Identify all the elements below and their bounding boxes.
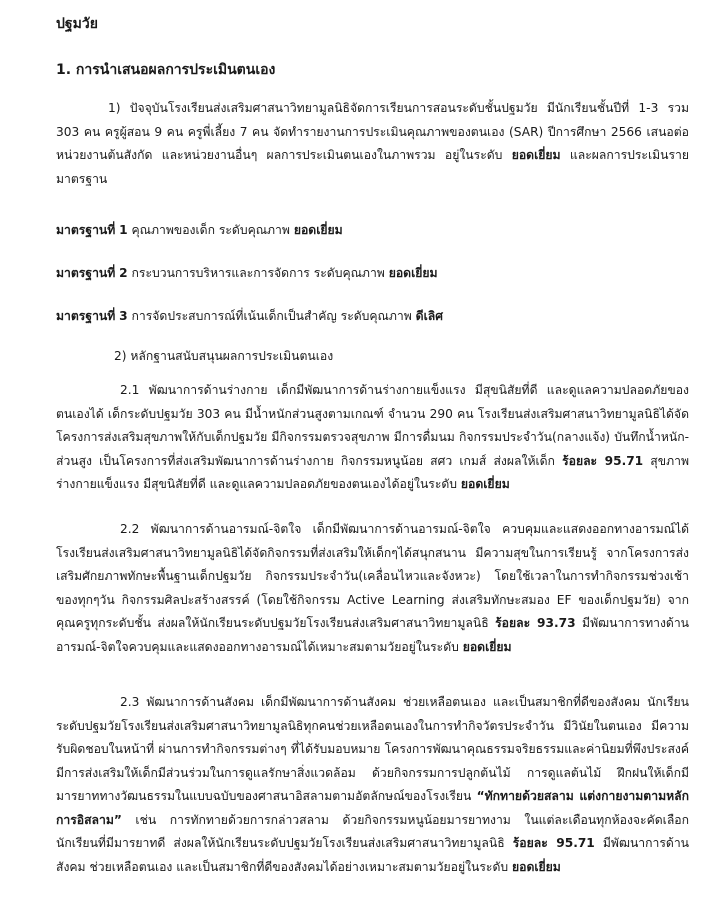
intro-text: 1) ปัจจุบันโรงเรียนส่งเสริมศาสนาวิทยามูลนิธิจัดการเรียนการสอนระดับชั้นปฐมวัย มีนักเรียนชั้นปีที่ 1-3 รวม 303 คน ครูผู้สอน 9 คน ครูพี่เลี้ยง 7 คน จัดทำรายงานการประเมินคุณภาพของตนเอง (SAR) ปีการศึกษา 2566 เสนอต่อหน่วยงานต้นสังกัด และหน่วยงานอื่นๆ ผลการประเมินตนเองในภาพรวม อยู่ในระดับ [56,101,689,162]
standard-rating: ยอดเยี่ยม [388,266,438,280]
paragraph-social [56,691,689,879]
paragraph-rating: ยอดเยี่ยม [511,859,561,874]
standard-3 [56,306,443,326]
percent-value: ร้อยละ 93.73 [495,616,576,630]
paragraph-text-after: สุขภาพร่างกายแข็งแรง มีสุขนิสัยที่ดี และดูแลความปลอดภัยของตนเองได้อยู่ในระดับ [56,453,689,491]
page-heading: ปฐมวัย [56,16,98,32]
paragraph-text: 2.1 พัฒนาการด้านร่างกาย เด็กมีพัฒนาการด้านร่างกายแข็งแรง มีสุขนิสัยที่ดี และดูแลความปลอดภัยของตนเองได้ เด็กระดับปฐมวัย 303 คน มีน้ำหนักส่วนสูงตามเกณฑ์ จำนวน 290 คน โรงเรียนส่งเสริมศาสนาวิทยามูลนิธิได้จัดโครงการส่งเสริมสุขภาพให้กับเด็กปฐมวัย มีกิจกรรมตรวจสุขภาพ มีการดื่มนม กิจกรรมประจำวัน(กลางแจ้ง) บันทึกน้ำหนัก-ส่วนสูง เป็นโครงการที่ส่งเสริมพัฒนาการด้านร่างกาย กิจกรรมหนูน้อย สศว เกมส์ ส่งผลให้เด็ก [56,383,689,468]
standard-1 [56,220,343,240]
standard-label: มาตรฐานที่ [56,309,116,323]
overall-rating: ยอดเยี่ยม [511,148,561,162]
paragraph-text-after: มีพัฒนาการทางด้านอารมณ์-จิตใจควบคุมและแสดงออกทางอารมณ์ได้เหมาะสมตามวัยอยู่ในระดับ [56,616,689,654]
paragraph-physical [56,379,689,497]
standard-rating: ยอดเยี่ยม [293,223,343,237]
standard-text: คุณภาพของเด็ก ระดับคุณภาพ [127,223,294,237]
paragraph-rating: ยอดเยี่ยม [460,477,510,491]
evidence-heading: 2) หลักฐานสนับสนุนผลการประเมินตนเอง [114,349,334,363]
standard-number: 3 [119,309,128,323]
standard-text: กระบวนการบริหารและการจัดการ ระดับคุณภาพ [127,266,389,280]
section-title: 1. การนำเสนอผลการประเมินตนเอง [56,62,276,78]
intro-text-after: และผลการประเมินรายมาตรฐาน [56,148,690,186]
paragraph-text-after: มีพัฒนาการด้านสังคม ช่วยเหลือตนเอง และเป็นสมาชิกที่ดีของสังคมได้อย่างเหมาะสมตามวัยอยู่ในระดับ [56,836,690,874]
school-motto-quote: “ทักทายด้วยสลาม แต่งกายงามตามหลักการอิสลาม” [56,789,689,827]
standard-text: การจัดประสบการณ์ที่เน้นเด็กเป็นสำคัญ ระดับคุณภาพ [127,309,416,323]
paragraph-emotional [56,518,689,659]
standard-number: 2 [119,266,128,280]
standard-label: มาตรฐานที่ [56,266,116,280]
standard-number: 1 [119,223,128,237]
paragraph-text-mid: เช่น การทักทายด้วยการกล่าวสลาม ด้วยกิจกรรมหนูน้อยมารยาทงาม ในแต่ละเดือนทุกห้องจะคัดเลือกนักเรียนที่มีมารยาทดี ส่งผลให้นักเรียนระดับปฐมวัยโรงเรียนส่งเสริมศาสนาวิทยามูลนิธิ [56,812,689,850]
standard-2 [56,263,438,283]
standard-rating: ดีเลิศ [415,309,443,323]
paragraph-text: 2.3 พัฒนาการด้านสังคม เด็กมีพัฒนาการด้านสังคม ช่วยเหลือตนเอง และเป็นสมาชิกที่ดีของสังคม นักเรียนระดับปฐมวัยโรงเรียนส่งเสริมศาสนาวิทยามูลนิธิทุกคนช่วยเหลือตนเองในการทำกิจวัตรประจำวัน มีวินัยในตนเอง มีความรับผิดชอบในหน้าที่ ผ่านการทำกิจกรรมต่างๆ ที่ได้รับมอบหมาย โครงการพัฒนาคุณธรรมจริยธรรมและค่านิยมที่พึงประสงค์ มีการส่งเสริมให้เด็กมีส่วนร่วมในการดูแลรักษาสิ่งแวดล้อม ด้วยกิจกรรมการปลูกต้นไม้ การดูแลต้นไม้ ฝึกฝนให้เด็กมีมารยาททางวัฒนธรรมในแบบฉบับของศาสนาอิสลามตามอัตลักษณ์ของโรงเรียน [56,695,689,803]
paragraph-rating: ยอดเยี่ยม [462,639,512,654]
percent-value: ร้อยละ 95.71 [562,453,644,468]
percent-value: ร้อยละ 95.71 [512,836,595,850]
intro-paragraph [56,97,689,191]
standard-label: มาตรฐานที่ [56,223,116,237]
paragraph-text: 2.2 พัฒนาการด้านอารมณ์-จิตใจ เด็กมีพัฒนาการด้านอารมณ์-จิตใจ ควบคุมและแสดงออกทางอารมณ์ได้ โรงเรียนส่งเสริมศาสนาวิทยามูลนิธิได้จัดกิจกรรมที่ส่งเสริมให้เด็กๆได้สนุกสนาน มีความสุขในการเรียนรู้ จากโครงการส่งเสริมศักยภาพทักษะพื้นฐานเด็กปฐมวัย กิจกรรมประจำวัน(เคลื่อนไหวและจังหวะ) โดยใช้เวลาในการทำกิจกรรมช่วงเช้าของทุกๆวัน กิจกรรมศิลปะสร้างสรรค์ (โดยใช้กิจกรรม Active Learning ส่งเสริมทักษะสมอง EF ของเด็กปฐมวัย) จากคุณครูทุกระดับชั้น ส่งผลให้นักเรียนระดับปฐมวัยโรงเรียนส่งเสริมศาสนาวิทยามูลนิธิ [56,522,689,630]
